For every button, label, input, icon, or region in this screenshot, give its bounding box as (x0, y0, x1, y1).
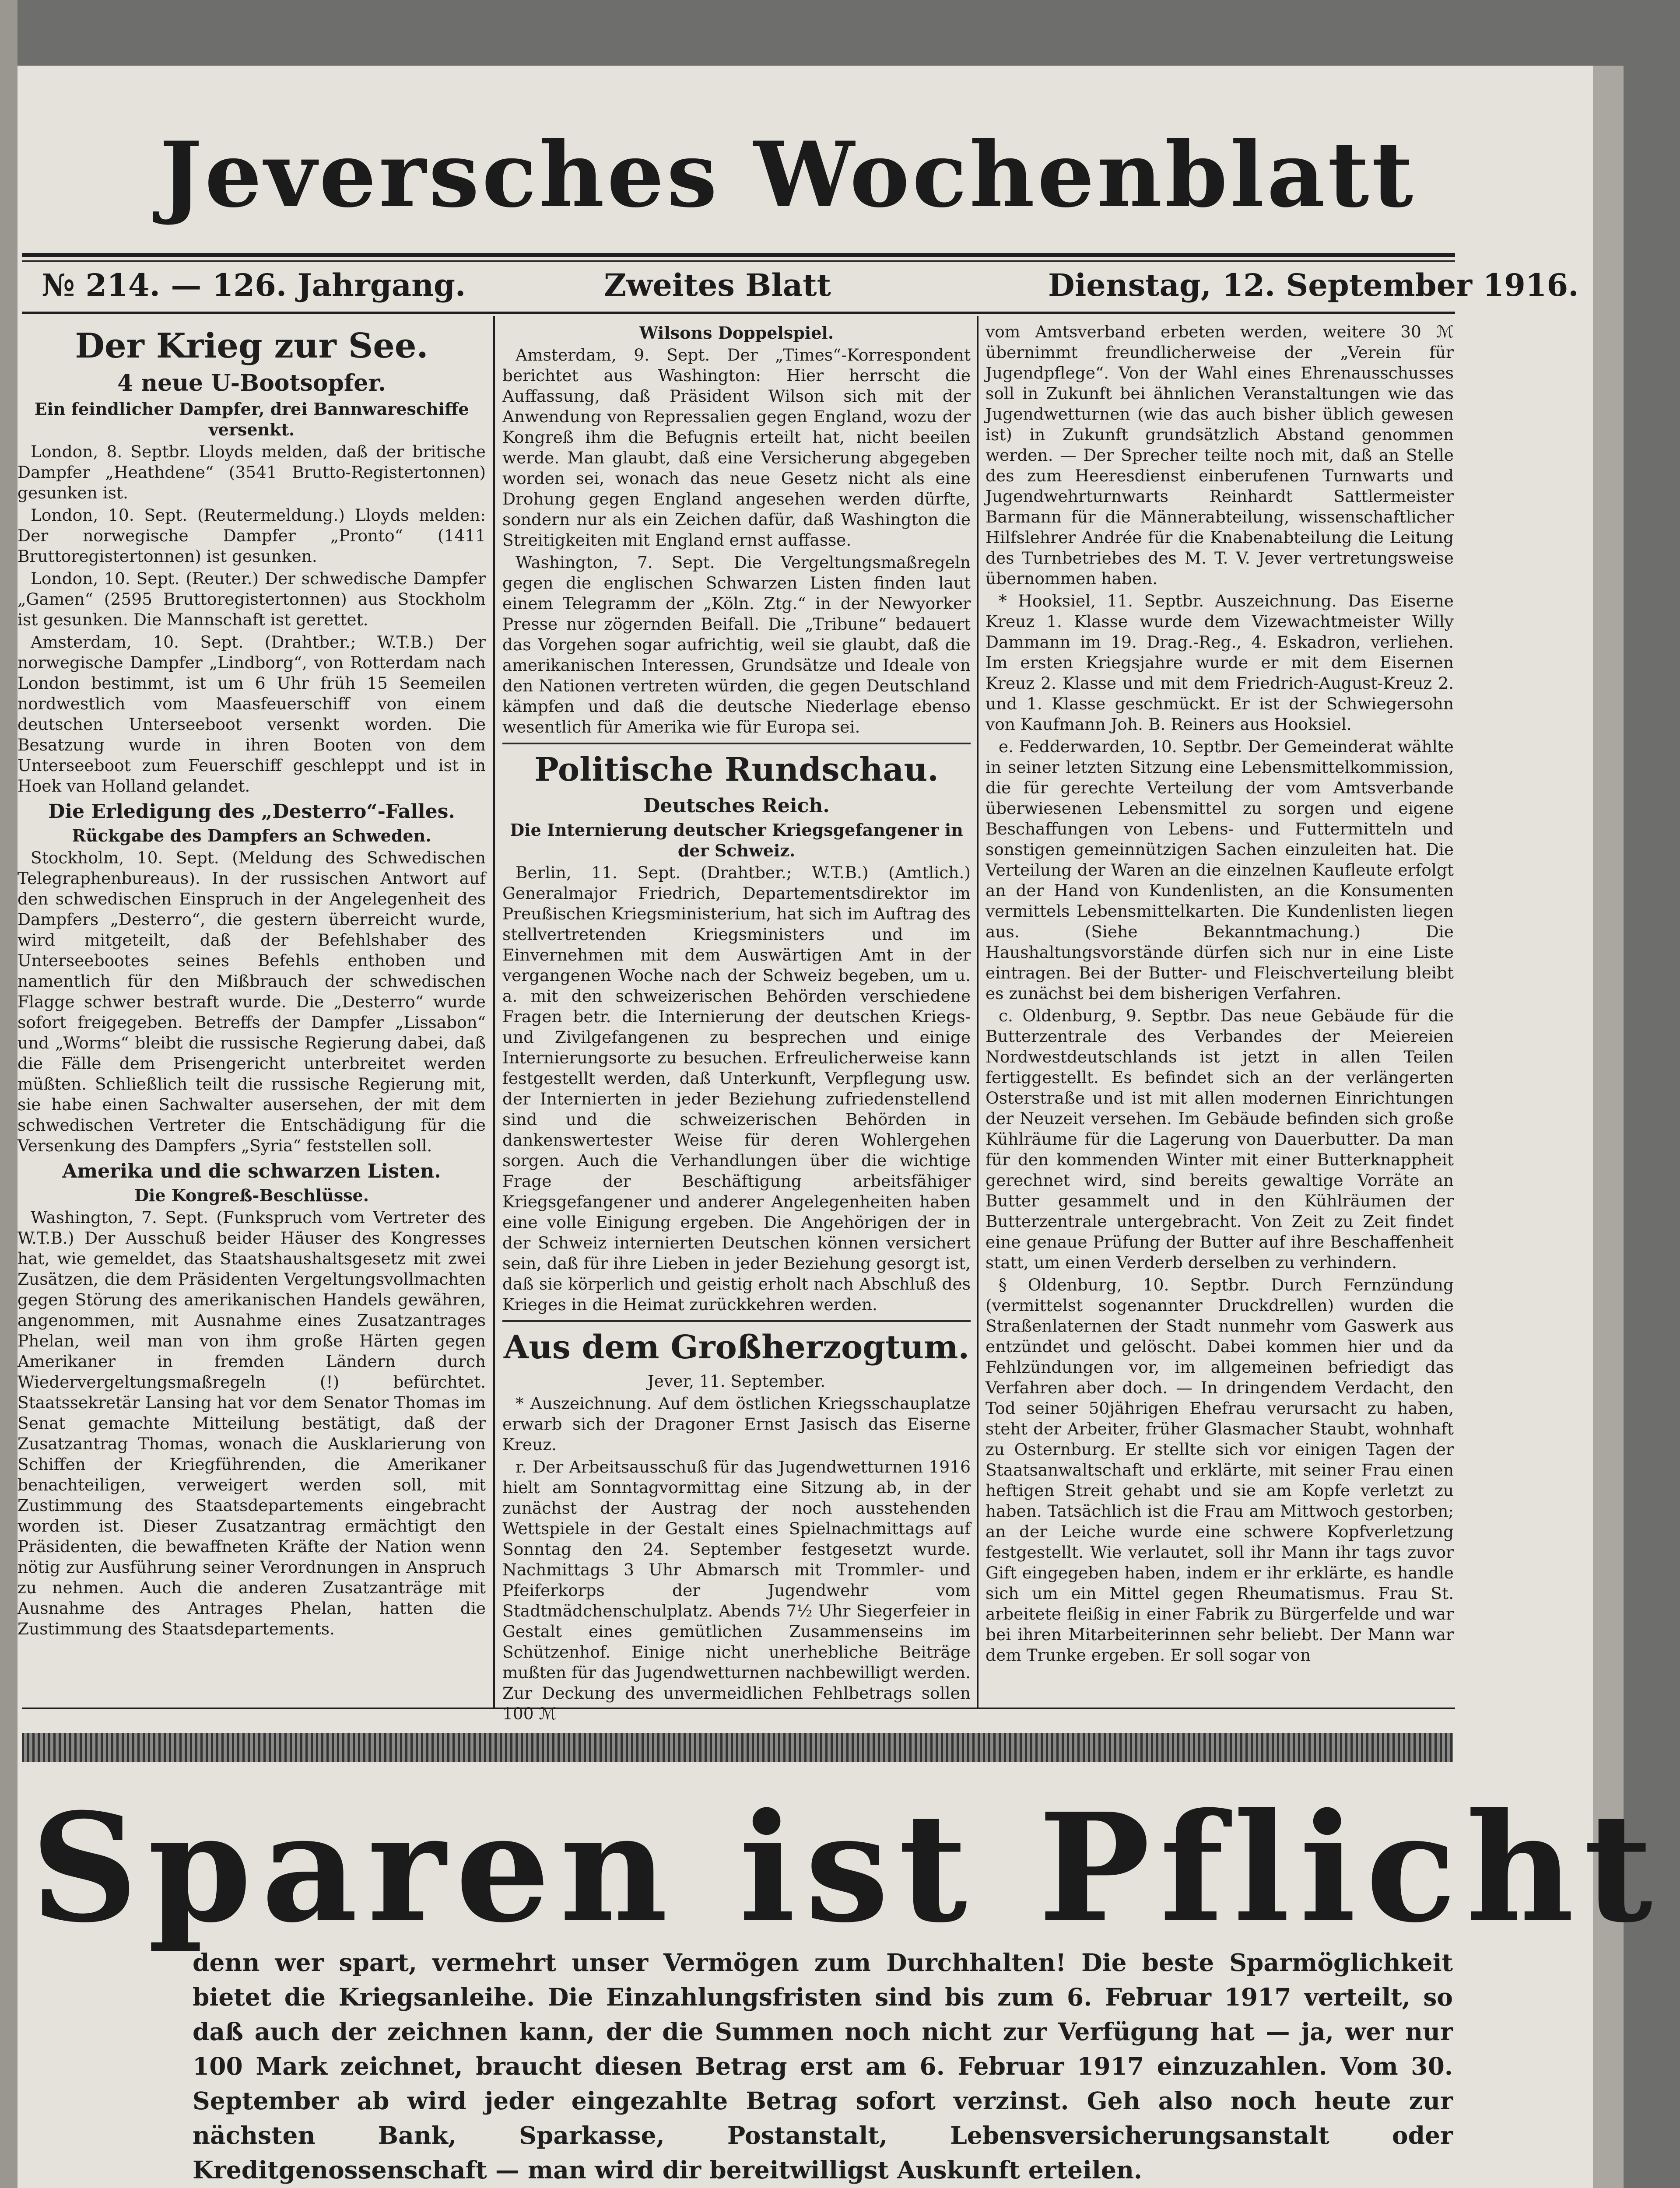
article-paragraph: Berlin, 11. Sept. (Drahtber.; W.T.B.) (Amtlich.) Generalmajor Friedrich, Departementsdirektor im Preußischen Kriegsministerium, hat sich im Auftrag des stellvertretenden Kriegsministers und im Einvernehmen mit dem Auswärtigen Amt in der vergangenen Woche nach der Schweiz begeben, um u. a. mit den schweizerischen Behörden verschiedene Fragen betr. die Internierung der deutschen Kriegs- und Zivilgefangenen zu besprechen und einige Internierungsorte zu besuchen. Erfreulicherweise kann festgestellt werden, daß Unterkunft, Verpflegung usw. der Internierten in jeder Beziehung zufriedenstellend sind und die schweizerischen Behörden in dankenswertester Weise für deren Wohlergehen sorgen. Auch die Verhandlungen über die wichtige Frage der Beschäftigung arbeitsfähiger Kriegsgefangener und anderer Angelegenheiten haben eine volle Einigung ergeben. Die Angehörigen der in der Schweiz internierten Deutschen können versichert sein, daß für ihre Lieben in jeder Beziehung gesorgt ist, daß sie körperlich und geistig erholt nach Abschluß des Krieges in die Heimat zurückkehren werden. (502, 863, 971, 1314)
ornamental-band (22, 1733, 1453, 1762)
article-paragraph: * Hooksiel, 11. Septbr. Auszeichnung. Das Eiserne Kreuz 1. Klasse wurde dem Vizewachtmeister Willy Dammann im 19. Drag.-Reg., 4. Eskadron, verliehen. Im ersten Kriegsjahre wurde er mit dem Eisernen Kreuz 2. Klasse und mit dem Friedrich-August-Kreuz 2. und 1. Klasse geschmückt. Er ist der Schwiegersohn von Kaufmann Joh. B. Reiners aus Hooksiel. (986, 591, 1454, 734)
subheadline-internierung: Die Internierung deutscher Kriegsgefangener in der Schweiz. (510, 820, 963, 860)
headline-krieg-zur-see: Der Krieg zur See. (75, 326, 428, 366)
subheadline-deutsches-reich: Deutsches Reich. (643, 795, 830, 817)
banner-text: denn wer spart, vermehrt unser Vermögen zum Durchhalten! Die beste Sparmöglichkeit bietet die Kriegsanleihe. Die Einzahlungsfristen sind bis zum 6. Februar 1917 verteilt, so daß auch der zeichnen kann, der die Summen noch nicht zur Verfügung hat — ja, wer nur 100 Mark zeichnet, braucht diesen Betrag erst am 6. Februar 1917 einzuzahlen. Vom 30. September ab wird jeder eingezahlte Betrag sofort verzinst. Geh also noch heute zur nächsten Bank, Sparkasse, Postanstalt, Lebensversicherungsanstalt oder Kreditgenossenschaft — man wird dir bereitwilligst Auskunft erteilen. (193, 1948, 1453, 2184)
article-paragraph: Washington, 7. Sept. (Funkspruch vom Vertreter des W.T.B.) Der Ausschuß beider Häuser des Kongresses hat, wie gemeldet, das Staatshaushaltsgesetz mit zwei Zusätzen, die dem Präsidenten Vergeltungsvollmachten gegen Störung des amerikanischen Handels gewähren, angenommen, mit Ausnahme eines Zusatzantrages Phelan, weil man von ihm große Härten gegen Amerikaner in fremden Ländern durch Wiedervergeltungsmaßregeln (!) befürchtet. Staatssekretär Lansing hat vor dem Senator Thomas im Senat gemachte Mitteilung bestätigt, daß der Zusatzantrag Thomas, wonach die Ausklarierung von Schiffen der Kriegführenden, die Amerikaner benachteiligen, verweigert werden soll, mit Zustimmung des Staatsdepartements eingebracht worden ist. Dieser Zusatzantrag ermächtigt den Präsidenten, die bewaffneten Kräfte der Nation wenn nötig zur Ausführung seiner Verordnungen in Anspruch zu nehmen. Auch die anderen Zusatzanträge mit Ausnahme des Antrages Phelan, hatten die Zustimmung des Staatsdepartements. (18, 1208, 486, 1638)
masthead-rule-top (22, 253, 1455, 257)
column-3 (986, 322, 1454, 1667)
article-paragraph: London, 10. Sept. (Reuter.) Der schwedische Dampfer „Gamen“ (2595 Bruttoregistertonnen) aus Stockholm ist gesunken. Die Mannschaft ist gerettet. (18, 569, 486, 629)
masthead-title: Jeversches Wochenblatt (159, 123, 1416, 228)
article-paragraph: r. Der Arbeitsausschuß für das Jugendwetturnen 1916 hielt am Sonntagvormittag eine Sitzung ab, in der zunächst der Austrag der noch ausstehenden Wettspiele in der Gestalt eines Spielnachmittags auf Sonntag den 24. September festgesetzt wurde. Nachmittags 3 Uhr Abmarsch mit Trommler- und Pfeiferkorps der Jugendwehr vom Stadtmädchenschulplatz. Abends 7½ Uhr Siegerfeier in Gestalt eines gemütlichen Zusammenseins im Schützenhof. Einige nicht unerhebliche Beiträge mußten für das Jugendwetturnen nachbewilligt werden. Zur Deckung des unvermeidlichen Fehlbetrags sollen 100 ℳ (502, 1457, 971, 1723)
headline-grossherzogtum: Aus dem Großherzogtum. (503, 1329, 970, 1366)
article-paragraph: Amsterdam, 10. Sept. (Drahtber.; W.T.B.) Der norwegische Dampfer „Lindborg“, von Rotterdam nach London bestimmt, ist um 6 Uhr früh 15 Seemeilen nordwestlich vom Maasfeuerschiff von einem deutschen Unterseeboot versenkt worden. Die Besatzung wurde in ihren Booten von dem Unterseeboot zum Feuerschiff geschleppt und ist in Hoek van Holland gelandet. (18, 632, 486, 796)
column-divider-2 (977, 316, 979, 1708)
headline-wilsons-doppelspiel: Wilsons Doppelspiel. (639, 323, 834, 343)
banner-title: Sparen ist Pflicht (31, 1781, 1662, 1956)
headline-schwarze-listen: Amerika und die schwarzen Listen. (62, 1160, 441, 1182)
column-2 (502, 322, 971, 1726)
article-paragraph: * Auszeichnung. Auf dem östlichen Kriegsschauplatze erwarb sich der Dragoner Ernst Jasisch das Eiserne Kreuz. (502, 1394, 971, 1454)
article-paragraph: vom Amtsverband erbeten werden, weitere 30 ℳ übernimmt freundlicherweise der „Verein für Jugendpflege“. Von der Wahl eines Ehrenausschusses soll in Zukunft bei ähnlichen Veranstaltungen wie das Jugendwetturnen (wie das auch bisher üblich gewesen ist) in Zukunft grundsätzlich Abstand genommen werden. — Der Sprecher teilte noch mit, daß an Stelle des zum Heeresdienst einberufenen Turnwarts und Jugendwehrturnwarts Reinhardt Sattlermeister Barmann für die Männerabteilung, wissenschaftlicher Hilfslehrer Andrée für die Knabenabteilung die Leitung des Turnbetriebes des M. T. V. Jever vertretungsweise übernommen haben. (986, 322, 1454, 588)
dateline: Jever, 11. September. (647, 1371, 826, 1391)
issue-number: № 214. — 126. Jahrgang. (42, 267, 466, 303)
headline-politische-rundschau: Politische Rundschau. (534, 751, 939, 789)
article-paragraph: Stockholm, 10. Sept. (Meldung des Schwedischen Telegraphenbureaus). In der russischen Antwort auf den schwedischen Einspruch in der Angelegenheit des Dampfers „Desterro“, die gestern überreicht wurde, wird mitgeteilt, daß der Befehlshaber des Unterseebootes seines Befehls enthoben und namentlich für den Mißbrauch der schwedischen Flagge schwer bestraft wurde. Die „Desterro“ wurde sofort freigegeben. Betreffs der Dampfer „Lissabon“ und „Worms“ bleibt die russische Regierung dabei, daß die Fälle dem Prisengericht unterbreitet werden müßten. Schließlich teilt die russische Regierung mit, sie habe einen Sachwalter ausersehen, der mit dem schwedischen Vertreter die Entschädigung für die Versenkung des Dampfers „Syria“ feststellen soll. (18, 848, 486, 1155)
article-paragraph: e. Fedderwarden, 10. Septbr. Der Gemeinderat wählte in seiner letzten Sitzung eine Lebensmittelkommission, die für gerechte Verteilung der vom Amtsverbande überwiesenen Lebensmittel zu sorgen und eigene Beschaffungen von Lebens- und Futtermitteln und sonstigen gemeinnützigen Sachen einzuleiten hat. Die Verteilung der Waren an die einzelnen Kaufleute erfolgt an der Hand von Kundenlisten, an die Konsumenten vermittels Lebensmittelkarten. Die Kundenlisten liegen aus. (Siehe Bekanntmachung.) Die Haushaltungsvorstände dürfen sich nur in eine Liste eintragen. Bei der Butter- und Fleischverteilung bleibt es zunächst bei dem bisherigen Verfahren. (986, 737, 1454, 1003)
article-paragraph: c. Oldenburg, 9. Septbr. Das neue Gebäude für die Butterzentrale des Verbandes der Meiereien Nordwestdeutschlands ist jetzt in allen Teilen fertiggestellt. Es befindet sich an der verlängerten Osterstraße und ist mit allen modernen Einrichtungen der Neuzeit versehen. Im Gebäude befinden sich große Kühlräume für die Lagerung von Dauerbutter. Da man für den kommenden Winter mit einer Butterknappheit gerechnet wird, sind bereits gewaltige Vorräte an Butter gesammelt und in den Kühlräumen der Butterzentrale untergebracht. Von Zeit zu Zeit findet eine genaue Prüfung der Butter auf ihre Beschaffenheit statt, um einen Verderb derselben zu verhindern. (986, 1006, 1454, 1272)
section-label: Zweites Blatt (604, 267, 831, 303)
header-rule (22, 312, 1455, 314)
article-paragraph: London, 8. Septbr. Lloyds melden, daß der britische Dampfer „Heathdene“ (3541 Brutto-Registertonnen) gesunken ist. (18, 442, 486, 502)
headline-desterro: Die Erledigung des „Desterro“-Falles. (48, 800, 455, 823)
left-page-edge (0, 0, 18, 2188)
subheadline-desterro: Rückgabe des Dampfers an Schweden. (72, 826, 431, 845)
article-paragraph: Washington, 7. Sept. Die Vergeltungsmaßregeln gegen die englischen Schwarzen Listen finden laut einem Telegramm der „Köln. Ztg.“ in der Newyorker Presse nur zögernden Beifall. Die „Tribune“ bedauert das Vorgehen sogar aufrichtig, weil sie glaubt, daß die amerikanischen Interessen, Grundsätze und Ideale von den Nationen vertreten würden, die gegen Deutschland kämpfen und daß die deutsche Niederlage ebenso wesentlich für Amerika wie für Europa sei. (502, 553, 971, 736)
lead-line: Ein feindlicher Dampfer, drei Bannwareschiffe versenkt. (34, 399, 469, 439)
issue-date: Dienstag, 12. September 1916. (1048, 267, 1579, 303)
article-paragraph: Amsterdam, 9. Sept. Der „Times“-Korrespondent berichtet aus Washington: Hier herrscht die Auffassung, daß Präsident Wilson sich mit der Anwendung von Repressalien gegen England, wozu der Kongreß ihm die Befugnis erteilt hat, nicht beeilen werde. Man glaubt, daß eine Versicherung abgegeben worden sei, wonach das neue Gesetz nicht als eine Drohung gegen England angesehen werden dürfte, sondern nur als ein Zeichen dafür, daß Washington die Streitigkeiten mit England ernst auffasse. (502, 345, 971, 550)
column-1 (18, 322, 486, 1641)
section-divider (502, 743, 971, 744)
masthead-rule-bottom (22, 260, 1455, 262)
section-divider (502, 1320, 971, 1322)
subheadline-u-boot: 4 neue U-Bootsopfer. (117, 370, 386, 396)
article-paragraph: § Oldenburg, 10. Septbr. Durch Fernzündung (vermittelst sogenannter Druckdrellen) wurden die Straßenlaternen der Stadt nunmehr vom Gaswerk aus entzündet und gelöscht. Dabei kommen hier und da Fehlzündungen vor, im allgemeinen befriedigt das Verfahren aber doch. — In dringendem Verdacht, den Tod seiner 50jährigen Ehefrau verursacht zu haben, steht der Arbeiter, früher Glasmacher Staubt, wohnhaft zu Osternburg. Er stellte sich vor einigen Tagen der Staatsanwaltschaft und erklärte, mit seiner Frau einen heftigen Streit gehabt und sie am Kopfe verletzt zu haben. Tatsächlich ist die Frau am Mittwoch gestorben; an der Leiche wurde eine schwere Kopfverletzung festgestellt. Wie verlautet, soll ihr Mann ihr tags zuvor Gift eingegeben haben, indem er ihr erklärte, es handle sich um ein Mittel gegen Rheumatismus. Frau St. arbeitete fleißig in einer Fabrik zu Bürgerfelde und war bei ihren Mitarbeiterinnen sehr beliebt. Der Mann war dem Trunke ergeben. Er soll sogar von (986, 1275, 1454, 1665)
subheadline-kongress: Die Kongreß-Beschlüsse. (134, 1185, 369, 1205)
article-paragraph: London, 10. Sept. (Reutermeldung.) Lloyds melden: Der norwegische Dampfer „Pronto“ (1411 Bruttoregistertonnen) ist gesunken. (18, 505, 486, 566)
column-divider-1 (493, 316, 495, 1708)
